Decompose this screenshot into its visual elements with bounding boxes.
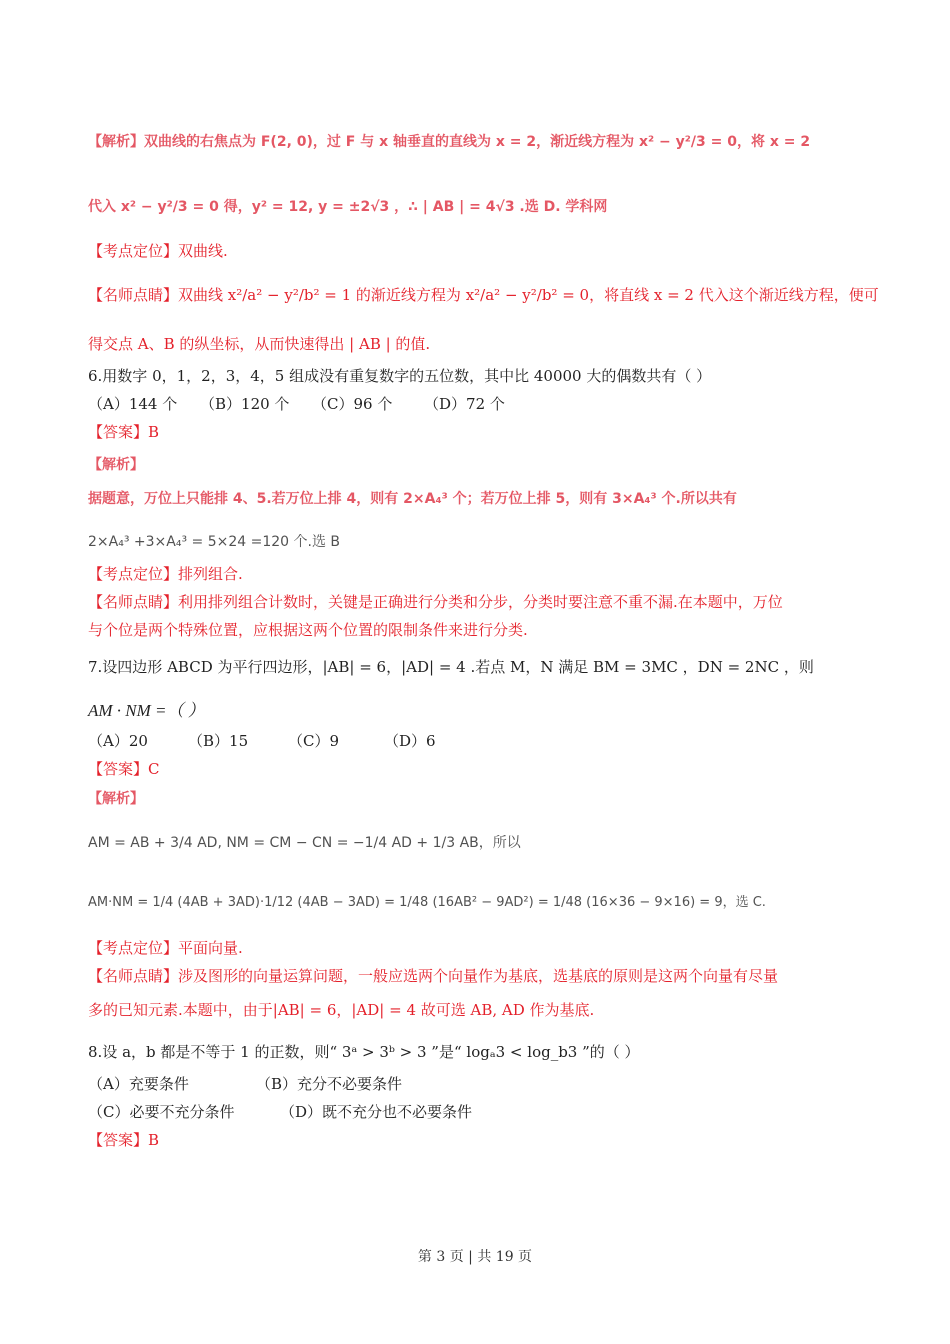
q6-analysis-line-1: 据题意，万位上只能排 4、5.若万位上排 4，则有 2×A₄³ 个；若万位上排 5，则有 3×A₄³ 个.所以共有 (88, 491, 737, 507)
q5-analysis-line-1: 【解析】双曲线的右焦点为 F(2, 0)，过 F 与 x 轴垂直的直线为 x = 2，渐近线方程为 x² − y²/3 = 0，将 x = 2 (88, 134, 811, 150)
q7-option-c: （C）9 (288, 732, 340, 750)
q7-options (88, 731, 436, 751)
q6-dianjing-line-2: 与个位是两个特殊位置，应根据这两个位置的限制条件来进行分类. (88, 621, 528, 639)
q6-option-d: （D）72 个 (424, 395, 505, 413)
q8-stem: 8.设 a，b 都是不等于 1 的正数，则“ 3ᵃ > 3ᵇ > 3 ”是“ logₐ3 < log_b3 ”的（ ） (88, 1043, 640, 1061)
q6-answer: 【答案】B (88, 423, 160, 441)
q5-kaodian: 【考点定位】双曲线. (88, 242, 228, 260)
q6-option-b: （B）120 个 (200, 395, 290, 413)
q8-option-c: （C）必要不充分条件 (88, 1103, 235, 1121)
q6-options (88, 394, 505, 414)
q8-answer: 【答案】B (88, 1131, 160, 1149)
q6-analysis-line-2: 2×A₄³ +3×A₄³ = 5×24 =120 个.选 B (88, 534, 340, 550)
q6-option-a: （A）144 个 (88, 395, 178, 413)
q6-dianjing-line-1: 【名师点睛】利用排列组合计数时，关键是正确进行分类和分步，分类时要注意不重不漏.在本题中，万位 (88, 593, 783, 611)
q7-answer: 【答案】C (88, 760, 160, 778)
q5-dianjing-line-2: 得交点 A、B 的纵坐标，从而快速得出 | AB | 的值. (88, 335, 431, 353)
q8-options-row-2 (88, 1102, 472, 1122)
q8-option-d: （D）既不充分也不必要条件 (280, 1103, 473, 1121)
q6-stem: 6.用数字 0，1，2，3，4，5 组成没有重复数字的五位数，其中比 40000 大的偶数共有（ ） (88, 367, 712, 385)
q7-option-a: （A）20 (88, 732, 148, 750)
q8-options-row-1 (88, 1074, 402, 1094)
q6-option-c: （C）96 个 (312, 395, 393, 413)
q6-kaodian: 【考点定位】排列组合. (88, 565, 243, 583)
q7-stem-line-1: 7.设四边形 ABCD 为平行四边形，|AB| = 6，|AD| = 4 .若点 M，N 满足 BM = 3MC ，DN = 2NC ，则 (88, 658, 814, 676)
q7-dianjing-line-1: 【名师点睛】涉及图形的向量运算问题，一般应选两个向量作为基底，选基底的原则是这两个向量有尽量 (88, 967, 779, 985)
q7-analysis-line-1: AM = AB + 3/4 AD, NM = CM − CN = −1/4 AD + 1/3 AB，所以 (88, 835, 521, 851)
q7-dianjing-line-2: 多的已知元素.本题中，由于|AB| = 6，|AD| = 4 故可选 AB, AD 作为基底. (88, 1001, 595, 1019)
q7-analysis-line-2: AM·NM = 1/4 (4AB + 3AD)·1/12 (4AB − 3AD) = 1/48 (16AB² − 9AD²) = 1/48 (16×36 − 9×16) = 9，选 C. (88, 895, 766, 910)
q7-kaodian: 【考点定位】平面向量. (88, 939, 243, 957)
q7-stem-line-2: AM · NM =（ ） (88, 701, 205, 720)
q7-analysis-label: 【解析】 (88, 791, 144, 807)
q8-option-a: （A）充要条件 (88, 1075, 189, 1093)
page-footer: 第 3 页 | 共 19 页 (417, 1249, 533, 1265)
q6-analysis-label: 【解析】 (88, 457, 144, 473)
q5-analysis-line-2: 代入 x² − y²/3 = 0 得，y² = 12, y = ±2√3 ，∴ | AB | = 4√3 .选 D. 学科网 (88, 199, 608, 215)
q7-option-d: （D）6 (384, 732, 436, 750)
q7-option-b: （B）15 (188, 732, 249, 750)
q8-option-b: （B）充分不必要条件 (256, 1075, 403, 1093)
q5-dianjing-line-1: 【名师点睛】双曲线 x²/a² − y²/b² = 1 的渐近线方程为 x²/a² − y²/b² = 0，将直线 x = 2 代入这个渐近线方程，便可 (88, 286, 879, 304)
